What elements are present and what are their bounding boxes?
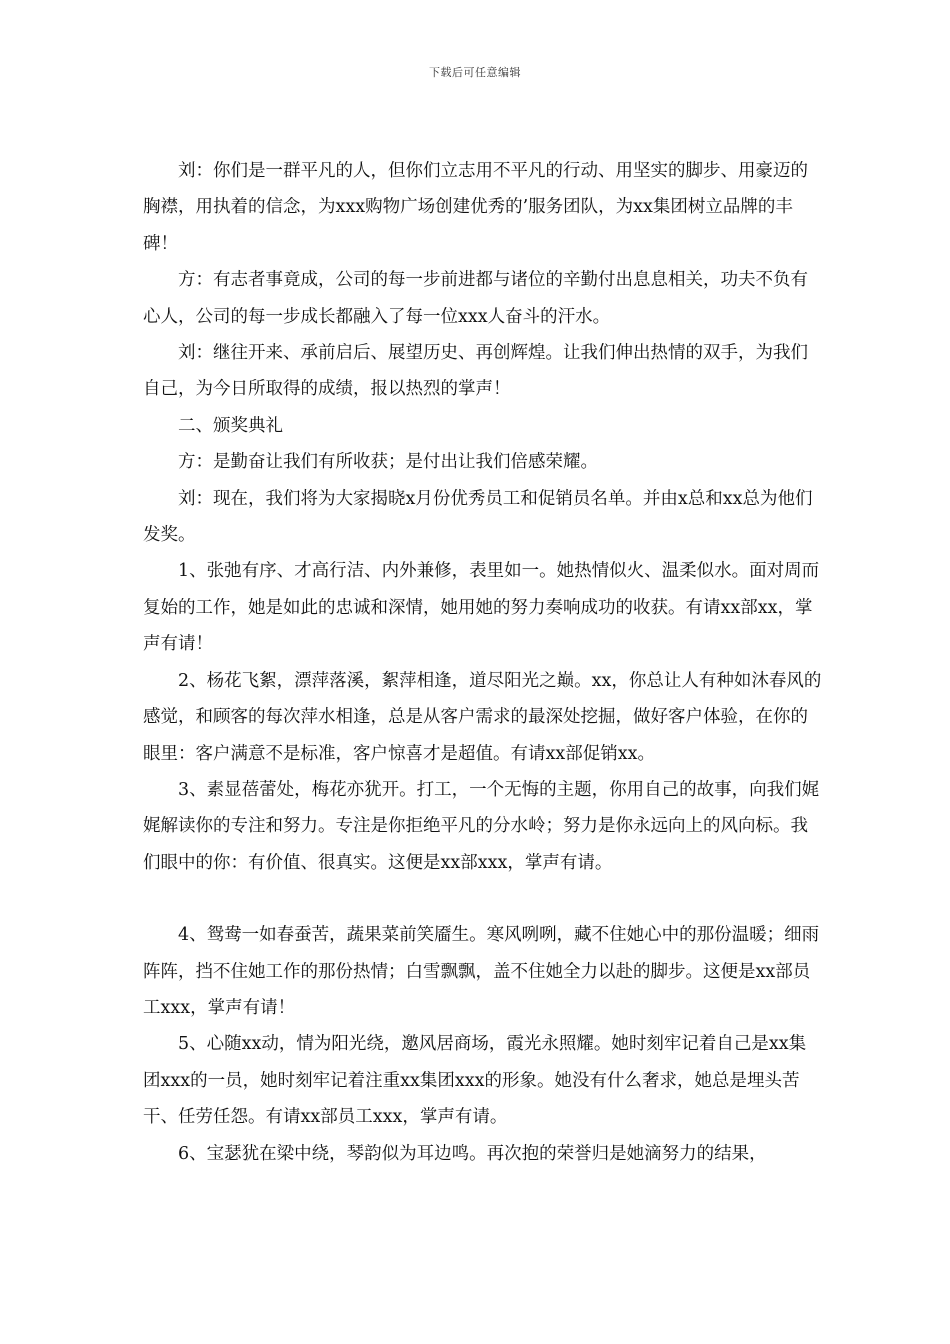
paragraph-fang-1: 方：有志者事竟成，公司的每一步前进都与诸位的辛勤付出息息相关，功夫不负有心人，公司的每一步成长都融入了每一位xxx人奋斗的汗水。 xyxy=(143,270,808,327)
award-item-4: 4、鸳鸯一如春蚕苦，蔬果菜前笑靥生。寒风咧咧，藏不住她心中的那份温暖；细雨阵阵，挡不住她工作的那份热情；白雪飘飘，盖不住她全力以赴的脚步。这便是xx部员工xxx，掌声有请！ xyxy=(143,925,820,1018)
document-body xyxy=(143,153,823,1172)
paragraph-liu-2: 刘：继往开来、承前启后、展望历史、再创辉煌。让我们伸出热情的双手，为我们自己，为今日所取得的成绩，报以热烈的掌声！ xyxy=(143,343,808,400)
paragraph-fang-2: 方：是勤奋让我们有所收获；是付出让我们倍感荣耀。 xyxy=(178,452,598,473)
award-item-6: 6、宝瑟犹在梁中绕，琴韵似为耳边鸣。再次抱的荣誉归是她滴努力的结果， xyxy=(178,1143,767,1164)
page-header: 下载后可任意编辑 xyxy=(429,66,521,79)
award-item-1: 1、张弛有序、才高行洁、内外兼修，表里如一。她热情似火、温柔似水。面对周而复始的工作，她是如此的忠诚和深情，她用她的努力奏响成功的收获。有请xx部xx，掌声有请！ xyxy=(143,561,820,655)
paragraph-liu-1: 刘：你们是一群平凡的人，但你们立志用不平凡的行动、用坚实的脚步、用豪迈的胸襟，用执着的信念，为xxx购物广场创建优秀的’服务团队，为xx集团树立品牌的丰碑！ xyxy=(143,161,808,254)
award-item-5: 5、心随xx动，情为阳光绕，邀风居商场，霞光永照耀。她时刻牢记着自己是xx集团xxx的一员，她时刻牢记着注重xx集团xxx的形象。她没有什么奢求，她总是埋头苦干、任劳任怨。有请xx部员工xxx，掌声有请。 xyxy=(143,1034,807,1128)
award-item-3: 3、素显蓓蕾处，梅花亦犹开。打工，一个无悔的主题，你用自己的故事，向我们娓娓解读你的专注和努力。专注是你拒绝平凡的分水岭；努力是你永远向上的风向标。我们眼中的你：有价值、很真实。这便是xx部xxx，掌声有请。 xyxy=(143,779,820,873)
paragraph-gap xyxy=(143,881,823,917)
award-item-2: 2、杨花飞絮，漂萍落溪，絮萍相逢，道尽阳光之巅。xx，你总让人有种如沐春风的感觉，和顾客的每次萍水相逢，总是从客户需求的最深处挖掘，做好客户体验，在你的眼里：客户满意不是标准，客户惊喜才是超值。有请xx部促销xx。 xyxy=(143,670,822,764)
section-heading-awards: 二、颁奖典礼 xyxy=(178,415,283,436)
paragraph-liu-3: 刘：现在，我们将为大家揭晓x月份优秀员工和促销员名单。并由x总和xx总为他们发奖。 xyxy=(143,488,813,546)
